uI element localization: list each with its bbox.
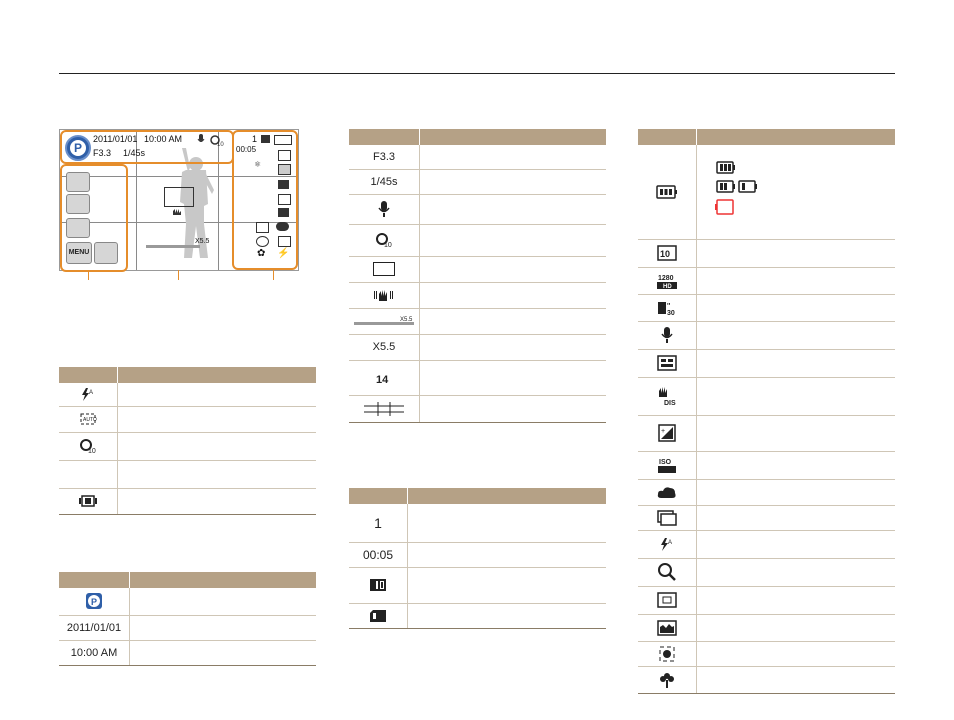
svg-text:10: 10 — [384, 242, 392, 249]
shake-icon — [172, 208, 182, 216]
shake-icon — [349, 282, 420, 308]
resolution-icon — [349, 360, 420, 395]
af-frame — [164, 187, 194, 207]
timer-icon — [59, 432, 118, 460]
svg-text:DIS: DIS — [664, 400, 676, 407]
rec-time-cell: 00:05 — [349, 542, 408, 567]
svg-text:P: P — [91, 597, 98, 608]
macro-icon — [638, 666, 697, 693]
af-frame-icon — [349, 256, 420, 282]
right-table — [638, 129, 895, 694]
svg-text:HD: HD — [663, 283, 672, 290]
macro-icon: ✿ — [257, 248, 266, 259]
smart-face-icon — [638, 641, 697, 666]
histogram-icon — [638, 614, 697, 641]
face-icon: ⚛ — [254, 160, 262, 169]
screen-rec-time: 00:05 — [236, 145, 257, 154]
af-area-icon — [638, 586, 697, 614]
menu-button[interactable]: MENU — [66, 242, 92, 264]
svg-text:ISO: ISO — [659, 459, 672, 466]
region-left-buttons — [60, 164, 128, 272]
fps-icon — [638, 294, 697, 321]
mic-icon — [638, 321, 697, 349]
screen-date: 2011/01/01 — [93, 134, 138, 144]
left-info-table — [59, 572, 316, 666]
zoom-value: X5.5 — [195, 238, 210, 245]
left-icons-table — [59, 367, 316, 515]
metering-icon — [638, 349, 697, 377]
date-cell: 2011/01/01 — [59, 615, 130, 640]
flash-auto-icon — [59, 383, 118, 406]
zoom-bar-icon — [349, 308, 420, 334]
screen-shots: 1 — [252, 134, 258, 144]
drive-icon — [638, 505, 697, 530]
camera-screen-preview — [59, 129, 299, 271]
iso-icon — [638, 451, 697, 479]
mic-icon — [349, 194, 420, 224]
battery-levels — [715, 160, 775, 220]
shots-cell: 1 — [349, 504, 408, 542]
aperture-cell: F3.3 — [349, 145, 420, 169]
mid-table-2 — [349, 488, 606, 629]
timer-icon — [349, 224, 420, 256]
svg-text:30: 30 — [667, 309, 675, 317]
white-balance-icon — [638, 479, 697, 505]
region-right-icons — [232, 130, 298, 270]
face-detect-icon — [638, 558, 697, 586]
callout-2 — [178, 270, 179, 280]
header-rule — [59, 73, 895, 74]
grid-icon — [349, 395, 420, 422]
svg-text:10: 10 — [660, 249, 671, 259]
mode-p-icon — [59, 588, 130, 615]
battery-icon — [638, 145, 697, 239]
card-icon — [349, 603, 408, 628]
svg-text:'': '' — [667, 302, 671, 310]
shutter-cell: 1/45s — [349, 169, 420, 194]
screen-shutter: 1/45s — [123, 148, 146, 158]
ev-icon — [638, 415, 697, 451]
display-icon — [59, 488, 118, 514]
flash-auto-icon: ⚡ — [277, 248, 290, 259]
auto-focus-icon — [59, 406, 118, 432]
callout-3 — [273, 270, 274, 280]
svg-text:A: A — [668, 539, 673, 546]
zoom-cell: X5.5 — [349, 334, 420, 360]
svg-text:AUTO: AUTO — [83, 417, 97, 424]
photo-size-icon — [638, 239, 697, 267]
svg-text:14: 14 — [376, 373, 389, 386]
svg-text:A: A — [89, 389, 94, 396]
mid-table-1 — [349, 129, 606, 423]
memory-icon — [349, 567, 408, 603]
ois-icon — [638, 377, 697, 415]
screen-aperture: F3.3 — [93, 148, 112, 158]
video-size-icon — [638, 267, 697, 294]
screen-time: 10:00 AM — [144, 134, 183, 144]
svg-text:X5.5: X5.5 — [400, 317, 413, 324]
region-top-info — [60, 130, 234, 164]
mode-p-icon: P — [65, 135, 91, 161]
svg-text:+: + — [661, 428, 666, 435]
flash-auto-icon — [638, 530, 697, 558]
svg-text:1280: 1280 — [658, 274, 674, 282]
callout-1 — [88, 270, 89, 280]
svg-text:10: 10 — [88, 448, 96, 455]
svg-text:10: 10 — [217, 142, 224, 148]
time-cell: 10:00 AM — [59, 640, 130, 665]
